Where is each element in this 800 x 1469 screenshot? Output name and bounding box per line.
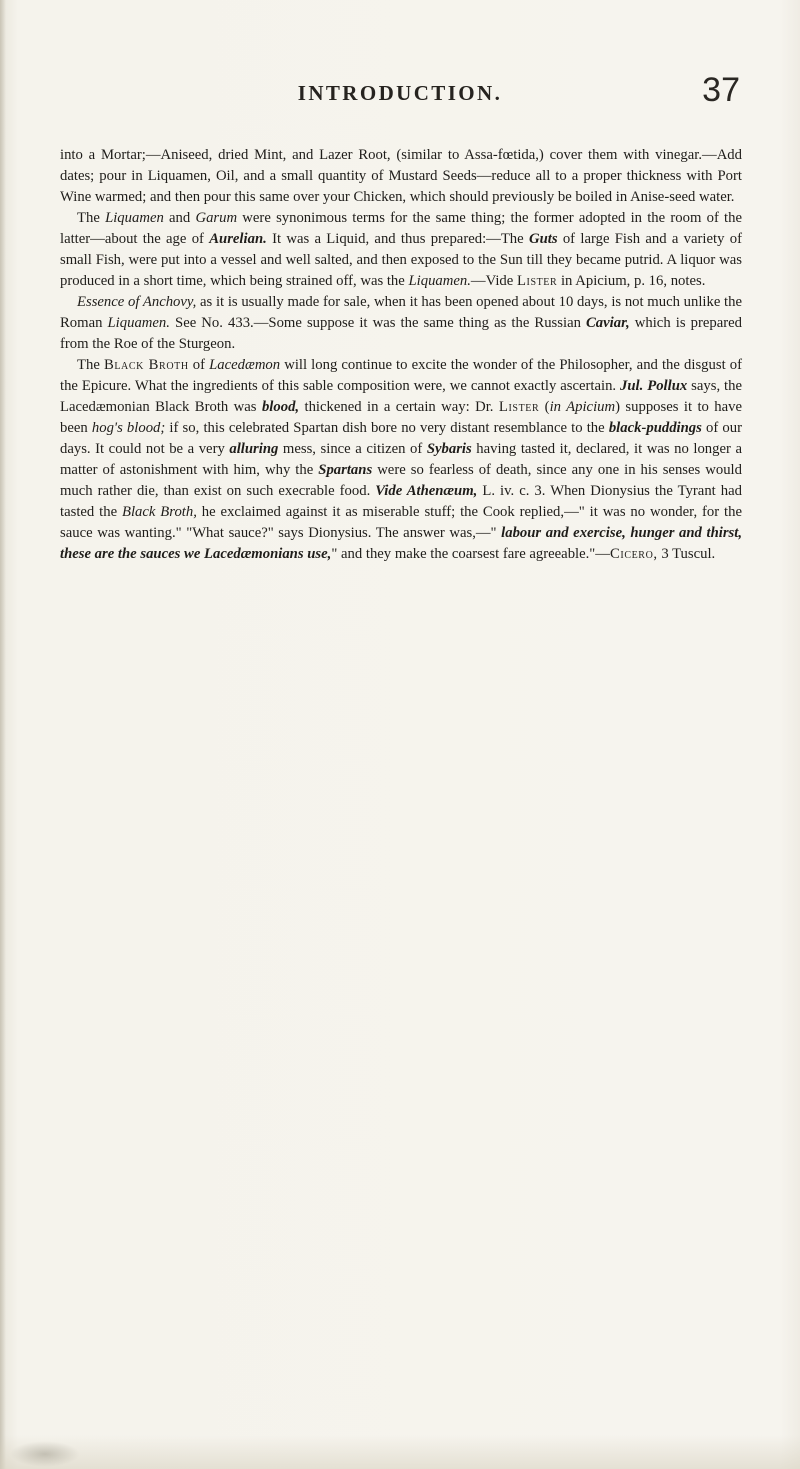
term-liquamen: Liquamen. <box>107 315 170 331</box>
term-in-apicium: in Apicium <box>549 399 616 415</box>
paragraph-1 <box>60 145 742 208</box>
term-hogs-blood: hog's blood; <box>91 420 166 436</box>
text-run: as it is usually made for sale, when it has been opened about 10 days, is not much unlike the Roman <box>60 294 743 331</box>
text-run: ( <box>539 399 550 415</box>
text-run: The <box>77 210 106 226</box>
text-run: will long continue to excite the wonder of the Philosopher, and the disgust of the Epicure. What the ingredients of this sable composition were, we cannot exactly ascertain. <box>60 357 742 394</box>
term-lacedaemon: Lacedæmon <box>209 357 281 373</box>
page-edge-stain <box>0 1435 800 1469</box>
term-blood: blood, <box>261 399 300 415</box>
text-run: 3 Tuscul. <box>657 546 716 562</box>
author-cicero: Cicero, <box>610 546 658 562</box>
paragraph-3 <box>60 292 742 355</box>
term-alluring: alluring <box>229 441 279 457</box>
running-head: INTRODUCTION. <box>297 81 503 105</box>
term-spartans: Spartans <box>318 462 373 478</box>
text-run: he exclaimed against it as miserable stuff; the Cook replied,—" it was no wonder, for the sauce was wanting." "What sauce?" says Dionysius. The answer was,—" <box>60 504 742 541</box>
term-essence-of-anchovy: Essence of Anchovy, <box>77 294 197 310</box>
term-liquamen: Liquamen. <box>408 273 471 289</box>
term-vide-athenaeum: Vide Athenæum, <box>375 483 478 499</box>
author-lister: Lister <box>498 399 540 415</box>
text-run: The <box>77 357 104 373</box>
text-run: of large Fish and a variety of small Fish, were put into a vessel and well salted, and then exposed to the Sun till they became putrid. A liquor was produced in a short time, which being strained off, was the <box>60 231 742 289</box>
term-sybaris: Sybaris <box>426 441 472 457</box>
author-jul-pollux: Jul. Pollux <box>620 378 688 394</box>
text-run: which is prepared from the Roe of the Sturgeon. <box>60 315 742 352</box>
text-run: It was a Liquid, and thus prepared:—The <box>266 231 529 247</box>
text-run: of <box>188 357 210 373</box>
term-aurelian: Aurelian. <box>209 231 267 247</box>
text-run: having tasted it, declared, it was no longer a matter of astonishment with him, why the <box>60 441 742 478</box>
term-black-broth: Black Broth <box>103 357 189 373</box>
paragraph-4 <box>60 355 742 565</box>
corner-stain <box>10 1441 80 1467</box>
paragraph-2 <box>60 208 742 292</box>
text-run: of our days. It could not be a very <box>60 420 742 457</box>
page-number: 37 <box>702 71 740 109</box>
text-run: ) supposes it to have been <box>60 399 743 436</box>
quote-labour-and-exercise: labour and exercise, hunger and thirst, these are the sauces we Lacedæmonians use, <box>60 525 742 562</box>
text-run: See No. 433.—Some suppose it was the same thing as the Russian <box>169 315 587 331</box>
body-text <box>60 145 742 565</box>
term-black-broth: Black Broth, <box>121 504 197 520</box>
text-run: —Vide <box>470 273 517 289</box>
text-run: says, the Lacedæmonian Black Broth was <box>60 378 742 415</box>
text-run: L. iv. c. 3. When Dionysius the Tyrant had tasted the <box>60 483 742 520</box>
gutter-shadow <box>0 0 6 1469</box>
term-black-puddings: black-puddings <box>608 420 702 436</box>
term-garum: Garum <box>195 210 238 226</box>
text-run: into a Mortar;—Aniseed, dried Mint, and Lazer Root, (similar to Assa-fœtida,) cover them with vinegar.—Add dates; pour in Liquamen, Oil, and a small quantity of Mustard Seeds—reduce all to a proper thickness with Port Wine warmed; and then pour this same over your Chicken, which should previously be boiled in Anise-seed water. <box>60 147 742 205</box>
text-run: and <box>163 210 196 226</box>
text-run: in Apicium, p. 16, notes. <box>557 273 706 289</box>
term-guts: Guts <box>528 231 558 247</box>
text-run: were synonimous terms for the same thing; the former adopted in the room of the latter—about the age of <box>60 210 742 247</box>
page-header <box>60 71 740 127</box>
text-run: if so, this celebrated Spartan dish bore no very distant resemblance to the <box>165 420 609 436</box>
text-run: " and they make the coarsest fare agreeable."— <box>331 546 610 562</box>
author-lister: Lister <box>516 273 558 289</box>
text-run: mess, since a citizen of <box>278 441 427 457</box>
term-liquamen: Liquamen <box>105 210 164 226</box>
text-run: were so fearless of death, since any one in his senses would much rather die, than exist on such execrable food. <box>60 462 742 499</box>
text-run: thickened in a certain way: Dr. <box>299 399 499 415</box>
term-caviar: Caviar, <box>586 315 630 331</box>
